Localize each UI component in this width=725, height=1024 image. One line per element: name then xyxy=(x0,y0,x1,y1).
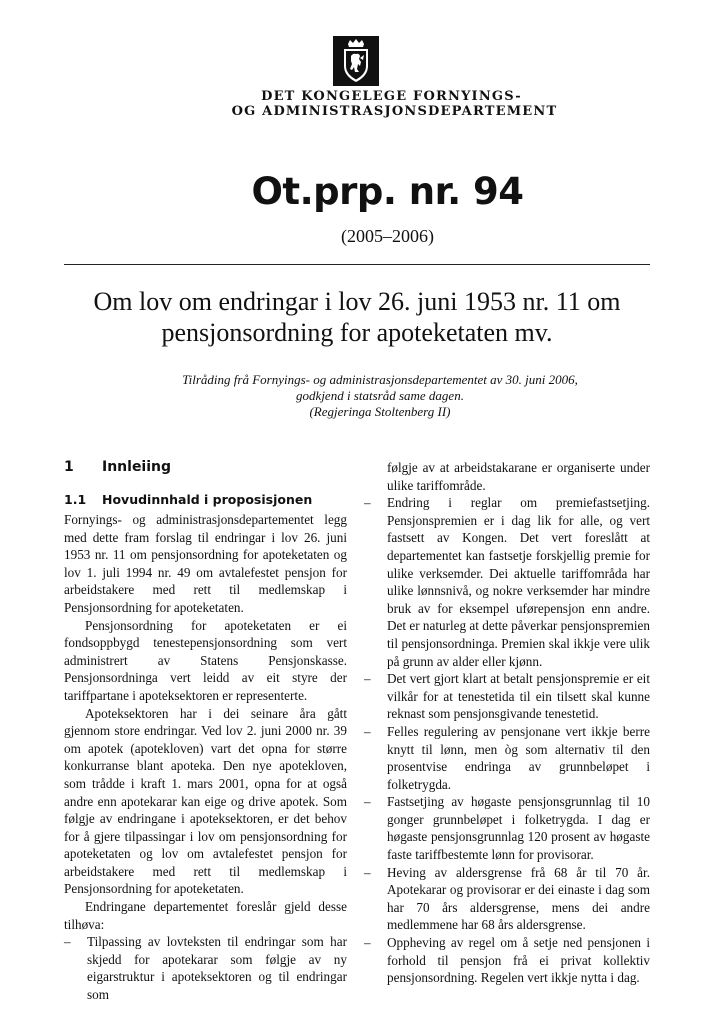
section-heading-1-1 xyxy=(64,492,312,507)
right-column xyxy=(364,459,650,987)
list-dash: – xyxy=(364,723,371,739)
change-list xyxy=(64,933,347,1003)
approval-line: (Regjeringa Stoltenberg II) xyxy=(309,404,451,419)
department-name-line1: DET KONGELEGE FORNYINGS- xyxy=(261,89,522,104)
section-number: 1 xyxy=(64,459,74,475)
list-dash: – xyxy=(364,864,371,880)
list-dash: – xyxy=(364,935,371,951)
approval-note xyxy=(130,372,630,420)
paragraph: Fornyings- og administrasjonsdepartementet legg med dette fram forslag til endringar i lov 26. juni 1953 nr. 11 om pensjonsordning for apoteketaten og lov 1. juli 1994 nr. 49 om avtalefestet pensjon for arbeidstakere med rett til medlemskap i Pensjonsordning for apoteketaten. xyxy=(64,512,347,615)
document-session: (2005–2006) xyxy=(341,226,434,246)
paragraph: Apoteksektoren har i dei seinare åra gått gjennom store endringar. Ved lov 2. juni 2000 nr. 39 om apotek (apotekloven) vart det opna for større konkurranse blant apoteka. Den nye apotekloven, som trådde i kraft 1. mars 2001, opna for at også andre enn apotekarar kan eige og drive apotek. Som følgje av endringane i apoteksektoren, er det behov for å gjere tilpassingar i lov om pensjonsordning for apoteketaten og lov om avtalefestet pensjon for arbeidstakere med rett til medlemskap i Pensjonsordning for apoteketaten. xyxy=(64,705,347,897)
list-item: – Tilpassing av lovteksten til endringar som har skjedd for apotekarar som følgje av ny eigarstruktur i apoteksektoren og til endringar som xyxy=(64,934,347,1003)
list-item: – Det vert gjort klart at betalt pensjonspremie er eit vilkår for at tenestetida til ein tilsett skal kunne reknast som pensjonsgivande tenestetid. xyxy=(364,671,650,722)
section-number: 1.1 xyxy=(64,492,87,507)
list-item: – Endring i reglar om premiefastsetjing. Pensjonspremien er i dag lik for alle, og vert fastsett av Kongen. Det vert foreslått at departementet kan fastsetje forskjellig premie for ulike verksemder. Dei aktuelle tariffområda har ulike lønnsnivå, og nokre verksemder har mindre bruk av for eksempel uførepensjon enn andre. Det er naturleg at dette påverkar pensjonspremien til pensjonsordninga. Premien skal ikkje vere ulik på grunn av alder eller kjønn. xyxy=(364,495,650,669)
paragraph: Pensjonsordning for apoteketaten er ei fondsoppbygd tenestepensjonsordning som vert administrert av Statens Pensjonskasse. Pensjonsordninga vert leidd av eit styre der tariffpartane i apoteksektoren er representerte. xyxy=(64,617,347,703)
section-title: Innleiing xyxy=(102,459,172,475)
list-dash: – xyxy=(364,495,371,511)
title-divider xyxy=(64,264,650,265)
list-dash: – xyxy=(364,794,371,810)
list-item: – Heving av aldersgrense frå 68 år til 70 år. Apotekarar og provisorar er dei einaste i dag som har 70 års aldersgrense, mens dei andre medlemmene har 68 års aldersgrense. xyxy=(364,864,650,933)
section-heading-1 xyxy=(64,459,171,475)
left-column xyxy=(64,511,347,1004)
approval-line: Tilråding frå Fornyings- og administrasjonsdepartementet av 30. juni 2006, xyxy=(182,372,578,387)
change-list xyxy=(364,459,650,987)
list-item: – Felles regulering av pensjonane vert ikkje berre knytt til lønn, men òg som alternativ til den prosentvise endringa av grunnbeløpet i folketrygda. xyxy=(364,723,650,792)
list-dash: – xyxy=(64,934,71,950)
main-title: Om lov om endringar i lov 26. juni 1953 nr. 11 om pensjonsordning for apoteketaten mv. xyxy=(93,287,621,347)
list-item-continued: følgje av at arbeidstakarane er organiserte under ulike tariffområde. xyxy=(387,460,650,493)
list-dash: – xyxy=(364,671,371,687)
coat-of-arms-icon xyxy=(333,36,379,86)
document-title: Ot.prp. nr. 94 xyxy=(251,170,524,213)
list-item: – Oppheving av regel om å setje ned pensjonen i forhold til pensjon frå ei privat kollektiv pensjonsordning. Regelen vert ikkje nytta i dag. xyxy=(364,935,650,986)
section-title: Hovudinnhald i proposisjonen xyxy=(102,492,313,507)
approval-line: godkjend i statsråd same dagen. xyxy=(296,388,464,403)
paragraph: Endringane departementet foreslår gjeld desse tilhøva: xyxy=(64,899,347,932)
list-item: – Fastsetjing av høgaste pensjonsgrunnlag til 10 gonger grunnbeløpet i folketrygda. I dag er høgaste pensjonsgrunnlag 120 prosent av høgaste faste tariffbestemte lønn for provisorar. xyxy=(364,794,650,863)
department-name-line2: OG ADMINISTRASJONSDEPARTEMENT xyxy=(231,104,558,119)
